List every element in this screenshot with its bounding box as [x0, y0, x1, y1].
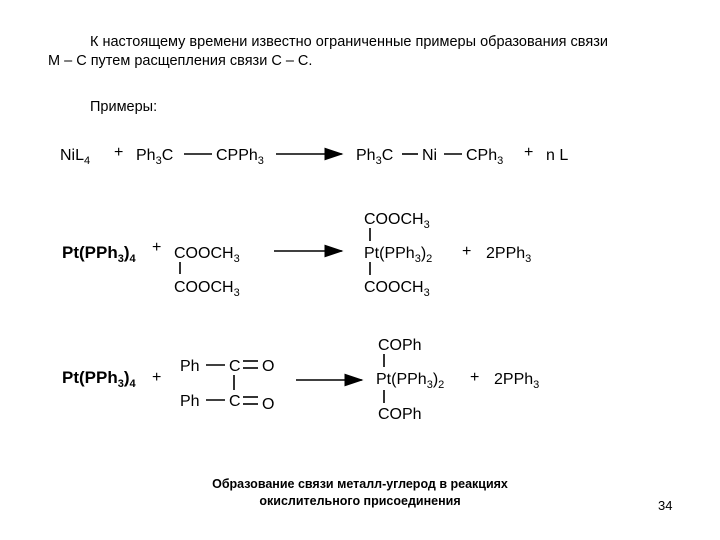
r3-o-top: O: [262, 358, 275, 375]
caption-line-1: Образование связи металл-углерод в реакциях: [212, 477, 508, 491]
r1-reactant-nil4: NiL$_4$: [60, 147, 91, 167]
r1-product-cph3: CPh$_3$: [466, 147, 504, 167]
r2-product-top: $COOCH_3$: [364, 211, 430, 231]
figure-caption: [160, 476, 560, 510]
reaction-1: [60, 144, 568, 167]
r3-product-center: $Pt(PPh_3)_2$: [376, 371, 445, 391]
r3-ph-top: Ph: [180, 358, 200, 375]
intro-line-1: К настоящему времени известно ограниченные примеры образования связи: [90, 34, 608, 50]
r2-reactant-top: $COOCH_3$: [174, 245, 240, 265]
r1-reactant-cpph3: CPPh$_3$: [216, 147, 264, 167]
page-number: 34: [658, 498, 673, 513]
caption-line-2: окислительного присоединения: [259, 494, 461, 508]
r3-reactant-pt: $Pt(PPh_3)_4$: [62, 368, 136, 390]
r1-plus-2: +: [524, 144, 534, 161]
r2-plus-1: +: [152, 239, 162, 256]
r2-product-bottom: $COOCH_3$: [364, 279, 430, 299]
r3-o-bottom: O: [262, 396, 275, 413]
r2-product-center: $Pt(PPh_3)_2$: [364, 245, 433, 265]
reaction-2: [62, 211, 531, 299]
r3-product-bottom: COPh: [378, 406, 422, 423]
examples-label: Примеры:: [90, 99, 158, 115]
r1-reactant-ph3c: $Ph_3C$: [136, 147, 174, 167]
r2-byproduct: 2PPh$_3$: [486, 245, 532, 265]
r3-plus-1: +: [152, 369, 162, 386]
r3-c-top: C: [229, 358, 241, 375]
reaction-3: [62, 337, 539, 423]
r2-plus-2: +: [462, 243, 472, 260]
r3-byproduct: 2PPh$_3$: [494, 371, 540, 391]
r3-product-top: COPh: [378, 337, 422, 354]
r1-byproduct: n L: [546, 147, 569, 164]
intro-line-2: M – C путем расщепления связи C – C.: [48, 53, 313, 69]
r1-plus-1: +: [114, 144, 124, 161]
r2-reactant-pt: $Pt(PPh_3)_4$: [62, 243, 136, 265]
r3-c-bottom: C: [229, 393, 241, 410]
r1-product-ni: Ni: [422, 147, 438, 164]
r2-reactant-bottom: $COOCH_3$: [174, 279, 240, 299]
r3-plus-2: +: [470, 369, 480, 386]
r1-product-ph3c: $Ph_3C$: [356, 147, 394, 167]
r3-ph-bottom: Ph: [180, 393, 200, 410]
